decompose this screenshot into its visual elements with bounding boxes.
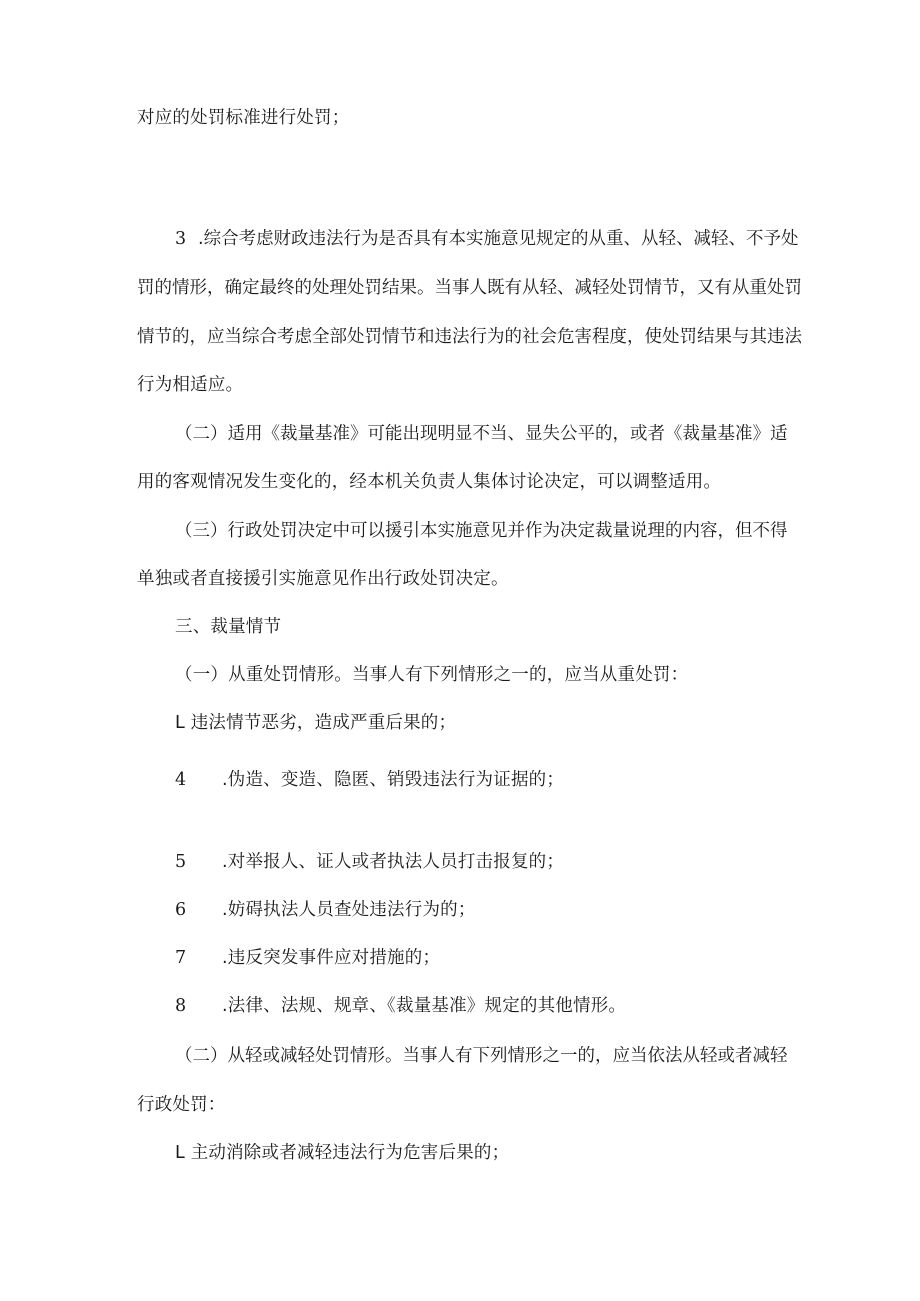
paragraph-line: （二）从轻或减轻处罚情形。当事人有下列情形之一的，应当依法从轻或者减轻 [175, 1046, 788, 1066]
item-number: 3 [175, 229, 187, 249]
list-item: L 违法情节恶劣，造成严重后果的； [175, 713, 457, 733]
item-number: 7 [175, 948, 187, 968]
paragraph-line: 罚的情形，确定最终的处理处罚结果。当事人既有从轻、减轻处罚情节，又有从重处罚 [137, 278, 802, 298]
list-item: .妨碍执法人员查处违法行为的； [222, 900, 476, 920]
paragraph-line: 单独或者直接援引实施意见作出行政处罚决定。 [137, 569, 509, 589]
list-item: .违反突发事件应对措施的； [222, 948, 441, 968]
paragraph-line: （一）从重处罚情形。当事人有下列情形之一的，应当从重处罚： [175, 665, 689, 685]
paragraph-line: 情节的，应当综合考虑全部处罚情节和违法行为的社会危害程度，使处罚结果与其违法 [137, 327, 802, 347]
list-item: .伪造、变造、隐匿、销毁违法行为证据的； [222, 770, 565, 790]
list-item: .对举报人、证人或者执法人员打击报复的； [222, 852, 565, 872]
paragraph-line: .综合考虑财政违法行为是否具有本实施意见规定的从重、从轻、减轻、不予处 [198, 229, 799, 249]
paragraph-line: 对应的处罚标准进行处罚； [137, 108, 350, 128]
paragraph-line: （二）适用《裁量基准》可能出现明显不当、显失公平的，或者《裁量基准》适 [175, 424, 788, 444]
item-number: 6 [175, 900, 187, 920]
item-number: 5 [175, 852, 187, 872]
paragraph-line: （三）行政处罚决定中可以援引本实施意见并作为决定裁量说理的内容，但不得 [175, 521, 788, 541]
list-item: L 主动消除或者减轻违法行为危害后果的； [175, 1143, 510, 1163]
paragraph-line: 行政处罚： [137, 1095, 226, 1115]
item-number: 4 [175, 770, 187, 790]
paragraph-line: 用的客观情况发生变化的，经本机关负责人集体讨论决定，可以调整适用。 [137, 472, 722, 492]
item-number: 8 [175, 996, 187, 1016]
paragraph-line: 行为相适应。 [137, 375, 244, 395]
section-heading: 三、裁量情节 [175, 617, 282, 637]
list-item: .法律、法规、规章、《裁量基准》规定的其他情形。 [222, 996, 627, 1016]
